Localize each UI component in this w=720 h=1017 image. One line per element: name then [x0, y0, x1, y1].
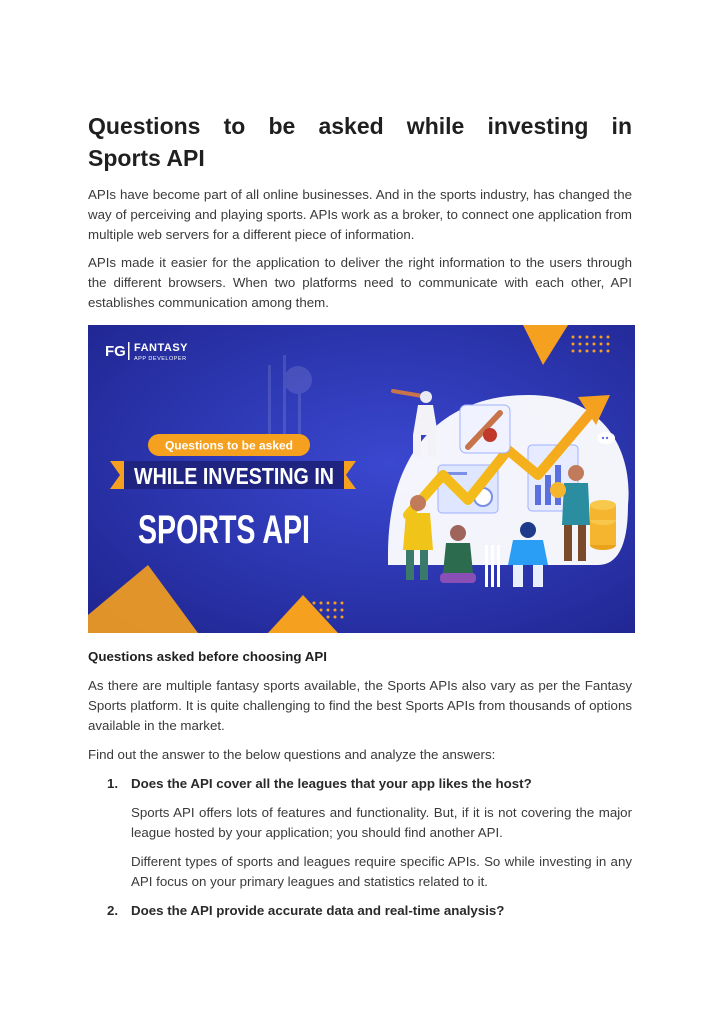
- banner-tag-text: Questions to be asked: [164, 438, 294, 453]
- intro-paragraph-2: APIs made it easier for the application to deliver the right information to the users through the different browsers. When two platforms need to communicate with each other, API establishes communication among them.: [88, 255, 632, 310]
- section-paragraph-2: Find out the answer to the below questions and analyze the answers:: [88, 747, 496, 762]
- chat-bubble-icon: [597, 432, 615, 444]
- answer-paragraph: Sports API offers lots of features and functionality. But, if it is not covering the major league hosted by your application; you should find another API.: [131, 805, 632, 840]
- question-text: Does the API cover all the leagues that your app likes the host?: [131, 776, 532, 791]
- hero-banner-image: [88, 325, 635, 633]
- section-paragraph-1: As there are multiple fantasy sports available, the Sports APIs also vary as per the Fantasy Sports platform. It is quite challenging to find the best Sports APIs from thousands of options available in the market.: [88, 678, 632, 733]
- section-heading: Questions asked before choosing API: [88, 649, 327, 664]
- brand-logo: [105, 342, 188, 362]
- coin-stack: [590, 500, 616, 550]
- brand-tagline: APP DEVELOPER: [134, 356, 187, 362]
- page-title-line-1: Questions to be asked while investing in: [88, 113, 632, 139]
- page-title: [88, 110, 632, 174]
- banner-headline-1: [110, 461, 356, 489]
- question-item: [88, 901, 632, 921]
- banner-tag: [148, 434, 310, 456]
- questions-list: [88, 774, 632, 921]
- stumps: [485, 545, 500, 587]
- intro-paragraph-1: APIs have become part of all online businesses. And in the sports industry, has changed the way of perceiving and playing sports. APIs work as a broker, to connect one application from multiple web servers for a different piece of information.: [88, 187, 632, 242]
- question-number: 1.: [107, 776, 119, 791]
- question-text: Does the API provide accurate data and real-time analysis?: [131, 903, 505, 918]
- brand-name: FANTASY: [134, 342, 189, 354]
- hero-banner-art: [88, 325, 635, 633]
- page-title-line-2: Sports API: [88, 145, 205, 171]
- document-content: [88, 110, 632, 921]
- question-item: [88, 774, 632, 892]
- brand-mark: FG: [105, 343, 126, 360]
- banner-headline-2: SPORTS API: [138, 508, 310, 552]
- banner-headline-1-text: WHILE INVESTING IN: [134, 463, 334, 489]
- question-number: 2.: [107, 903, 119, 918]
- answer-paragraph: Different types of sports and leagues require specific APIs. So while investing in any API focus on your primary leagues and statistics related to it.: [131, 854, 632, 889]
